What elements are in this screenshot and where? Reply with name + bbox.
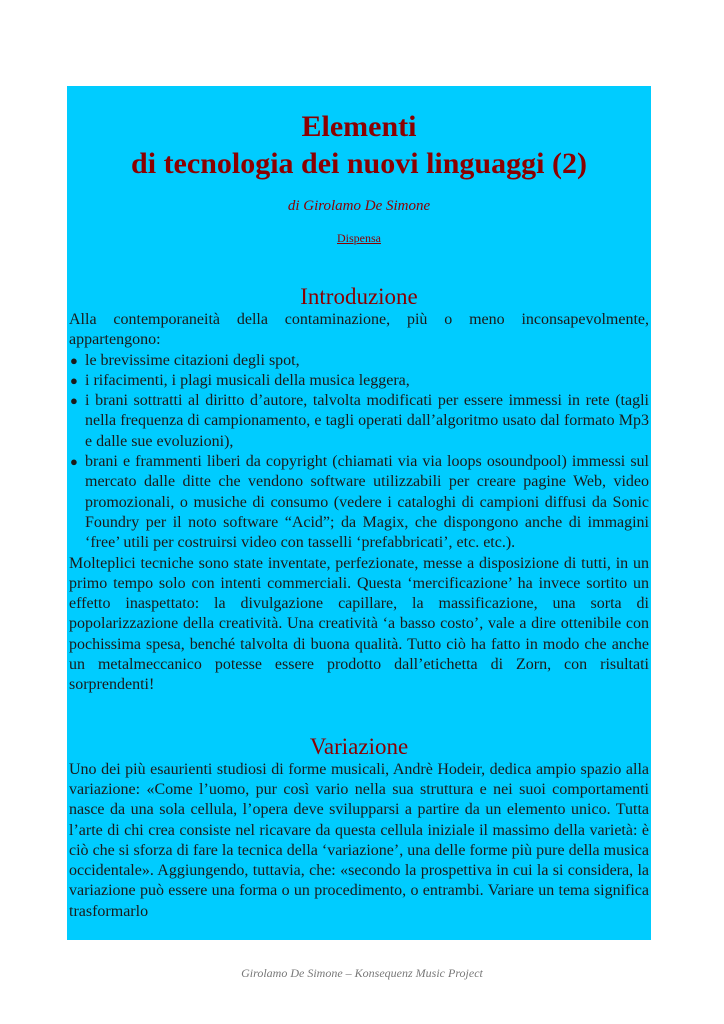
title-line-1: Elementi (301, 110, 417, 143)
document-content-box (67, 86, 651, 940)
intro-body-paragraph: Molteplici tecniche sono state inventate, perfezionate, messe a disposizione di tutti, in un primo tempo solo con intenti commerciali. Questa ‘mercificazione’ ha invece sortito un effetto inaspettato: la divulgazione capillare, la massificazione, una sorta di popolarizzazione della creatività. Una creatività ‘a basso costo’, vale a dire ottenibile con pochissima spesa, benché talvolta di buona qualità. Tutto ciò ha fatto in modo che anche un metalmeccanico potesse essere prodotto dall’etichetta di Zorn, con risultati sorprendenti! (69, 554, 649, 694)
list-item (67, 391, 651, 452)
bullet-icon: ● (70, 393, 78, 409)
author-line: di Girolamo De Simone (287, 198, 431, 214)
list-item (67, 452, 651, 553)
list-item-text: i rifacimenti, i plagi musicali della musica leggera, (85, 371, 410, 389)
list-item-text: brani e frammenti liberi da copyright (chiamati via via loops osoundpool) immessi sul mercato dalle ditte che vendono software utilizzabili per creare pagine Web, video promozionali, o musiche di consumo (vedere i cataloghi di campioni diffusi da Sonic Foundry per il noto software “Acid”; da Magix, che dispongono anche di immagini ‘free’ utili per costruirsi video con tasselli ‘prefabbricati’, etc. etc.). (85, 453, 649, 552)
intro-bullet-list (67, 351, 651, 554)
intro-lead-paragraph: Alla contemporaneità della contaminazione, più o meno inconsapevolmente, appartengono: (69, 311, 649, 349)
heading-variazione: Variazione (309, 733, 409, 759)
list-item (67, 351, 651, 371)
document-title (67, 108, 651, 182)
dispensa-link[interactable]: Dispensa (337, 231, 381, 245)
list-item-text: i brani sottratti al diritto d’autore, talvolta modificati per essere immessi in rete (tagli nella frequenza di campionamento, e tagli operati dall’algoritmo usato dal formato Mp3 e dalle sue evoluzioni), (85, 392, 649, 450)
bullet-icon: ● (70, 352, 78, 368)
heading-introduzione: Introduzione (300, 284, 418, 309)
list-item-text: le brevissime citazioni degli spot, (85, 351, 300, 369)
title-line-2: di tecnologia dei nuovi linguaggi (2) (131, 147, 587, 180)
bullet-icon: ● (70, 372, 78, 388)
bullet-icon: ● (70, 454, 78, 470)
list-item (67, 371, 651, 391)
page-footer: Girolamo De Simone – Konsequenz Music Project (241, 966, 483, 980)
variazione-body-paragraph: Uno dei più esaurienti studiosi di forme musicali, Andrè Hodeir, dedica ampio spazio alla variazione: «Come l’uomo, pur così vario nella sua struttura e nei suoi comportamenti nasce da una sola cellula, l’opera deve svilupparsi a partire da un elemento unico. Tutta l’arte di chi crea consiste nel ricavare da questa cellula iniziale il massimo della varietà: è ciò che si sforza di fare la tecnica della ‘variazione’, una delle forme più pure della musica occidentale». Aggiungendo, tuttavia, che: «secondo la prospettiva in cui la si considera, la variazione può essere una forma o un procedimento, o entrambi. Variare un tema significa trasformarlo (69, 760, 649, 920)
